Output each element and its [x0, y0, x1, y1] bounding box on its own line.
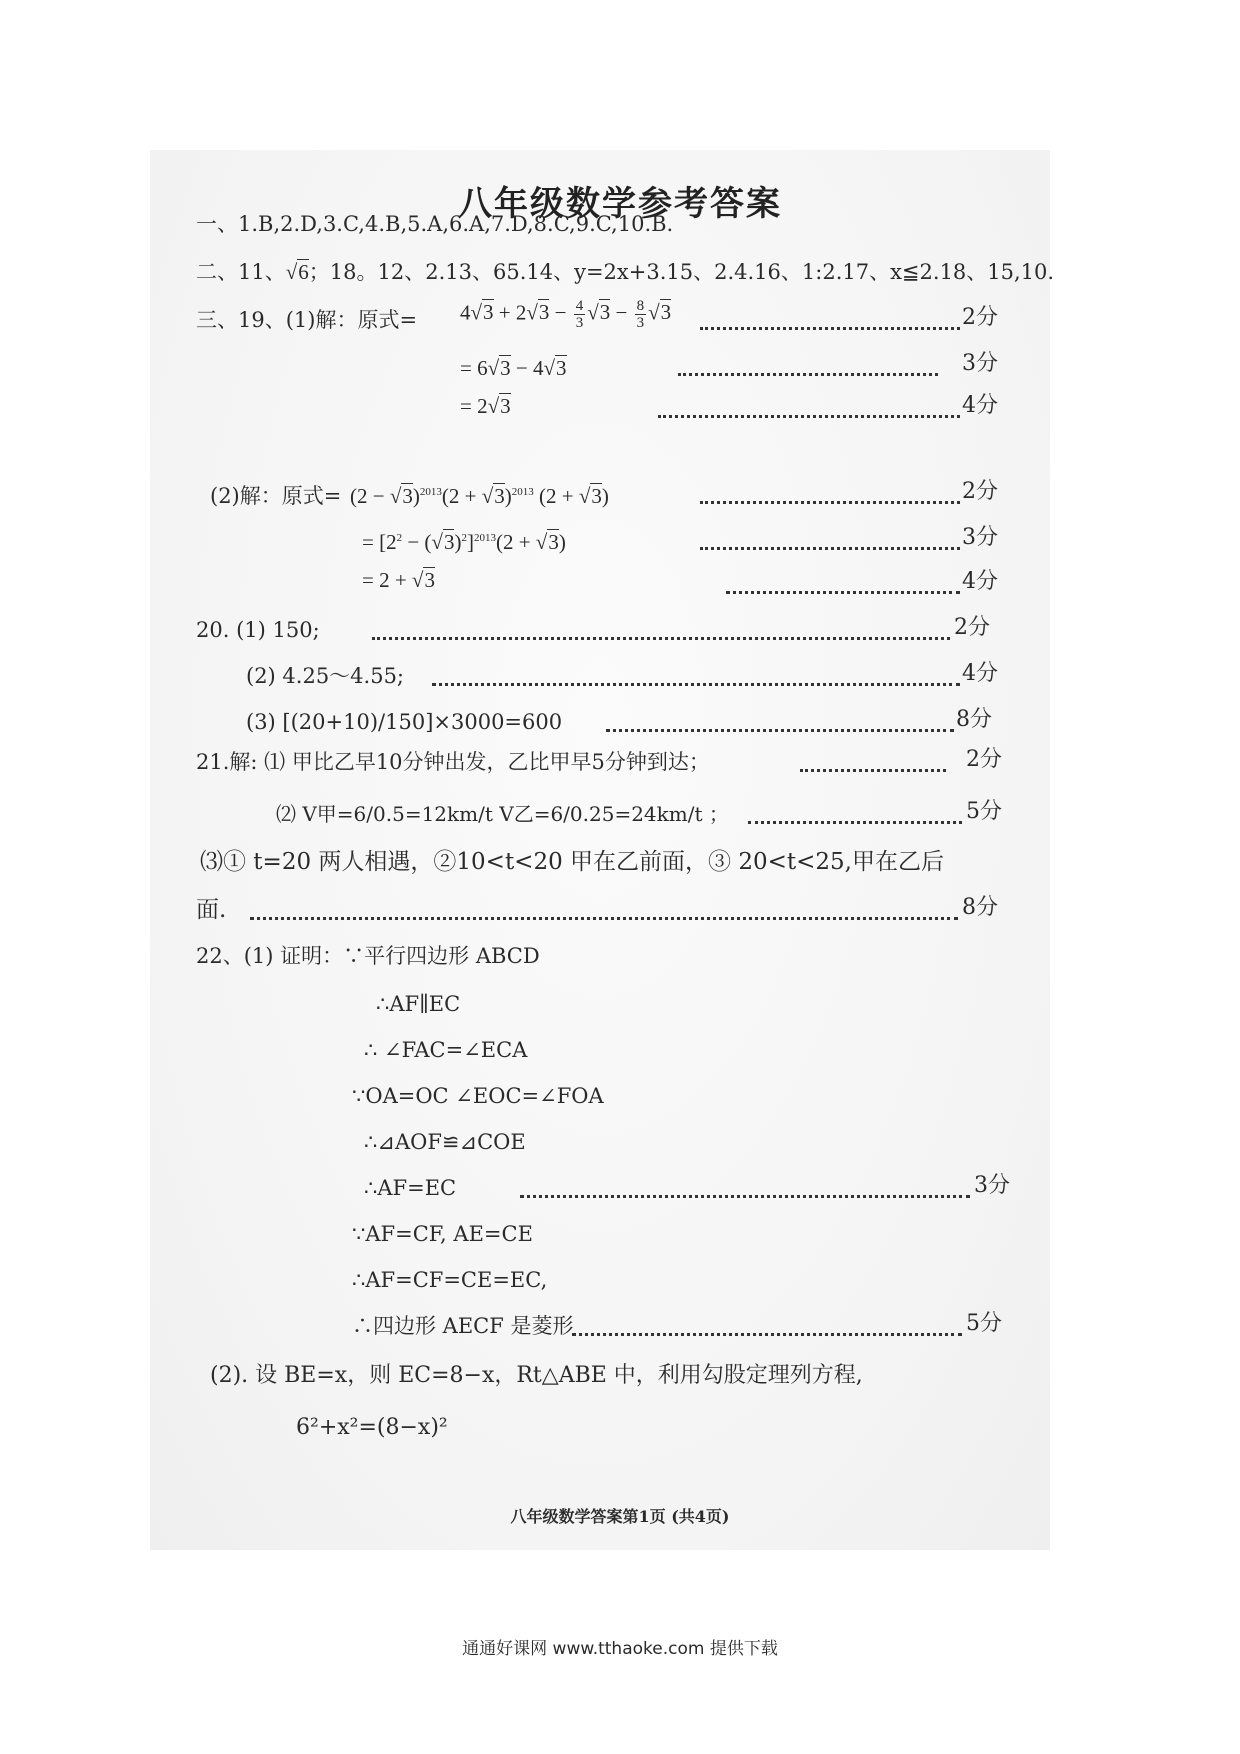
score: 4分: [962, 661, 998, 686]
score: 2分: [954, 615, 990, 640]
q21-line3: ⑶① t=20 两人相遇，②10<t<20 甲在乙前面，③ 20<t<25,甲在乙后: [200, 849, 944, 875]
score: 4分: [962, 393, 998, 418]
q19-head: 三、19、(1)解：原式=: [196, 308, 418, 332]
score: 2分: [962, 479, 998, 504]
q21-line2: ⑵ V甲=6/0.5=12km/t V乙=6/0.25=24km/t ；: [276, 802, 729, 826]
q19-part2-line1: $(2 - √3)^{2013}(2 + √3)^{2013}$ (2 + √3): [350, 484, 609, 508]
q19-line2: = 6√3 − 4√3: [460, 356, 567, 380]
q19-part2-head: (2)解：原式=: [210, 484, 342, 508]
q22-line7: ∵AF=CF, AE=CE: [352, 1222, 533, 1246]
score: 3分: [962, 351, 998, 376]
score: 2分: [966, 747, 1002, 772]
score: 2分: [962, 305, 998, 330]
q20-line2: (2) 4.25～4.55;: [246, 664, 405, 688]
q22-line3: ∴ ∠FAC=∠ECA: [364, 1038, 528, 1062]
score: 3分: [962, 525, 998, 550]
score: 5分: [966, 799, 1002, 824]
q22-line6: ∴AF=EC: [364, 1176, 457, 1200]
answer-multiple-choice: 一、1.B,2.D,3.C,4.B,5.A,6.A,7.D,8.C,9.C,10.B.: [196, 212, 674, 236]
q22-line2: ∴AF∥EC: [376, 992, 461, 1016]
q22-line4: ∵OA=OC ∠EOC=∠FOA: [352, 1084, 604, 1108]
q22-line10: (2). 设 BE=x，则 EC=8−x，Rt△ABE 中，利用勾股定理列方程,: [210, 1363, 863, 1388]
score: 4分: [962, 569, 998, 594]
site-credit: 通通好课网 www.tthaoke.com 提供下载: [462, 1639, 778, 1659]
q19-part2-line3: = 2 + √3: [362, 568, 435, 592]
q21-line4: 面.: [196, 897, 227, 923]
score: 8分: [962, 895, 998, 920]
q20-line3: (3) [(20+10)/150]×3000=600: [246, 710, 563, 734]
score: 3分: [974, 1173, 1010, 1198]
q22-line1: 22、(1) 证明：∵平行四边形 ABCD: [196, 944, 540, 968]
q22-line8: ∴AF=CF=CE=EC,: [352, 1268, 548, 1292]
q19-part2-line2: = $[2^2 - (√3)^2]^{2013}(2 + √3)$: [362, 530, 566, 554]
q19-line3: = 2√3: [460, 394, 511, 418]
page-footer: 八年级数学答案第1页 (共4页): [510, 1507, 730, 1526]
page-title: 八年级数学参考答案: [458, 184, 782, 224]
score: 5分: [966, 1311, 1002, 1336]
answer-fill-blank: 二、11、√6；18。12、2.13、65.14、y=2x+3.15、2.4.16、1:2.17、x≦2.18、15,10.: [196, 260, 1055, 284]
q21-line1: 21.解: ⑴ 甲比乙早10分钟出发，乙比甲早5分钟到达；: [196, 750, 710, 774]
q20-line1: 20. (1) 150;: [196, 618, 320, 642]
q22-line5: ∴⊿AOF≌⊿COE: [364, 1130, 526, 1154]
q22-line11: 6²+x²=(8−x)²: [296, 1415, 448, 1440]
q19-line1: 4√3 + 2√3 − $\frac{4}{3}$ √3 − $\frac{8}{3}$ √3: [460, 298, 672, 331]
score: 8分: [956, 707, 992, 732]
q22-line9: ∴四边形 AECF 是菱形: [352, 1314, 574, 1338]
